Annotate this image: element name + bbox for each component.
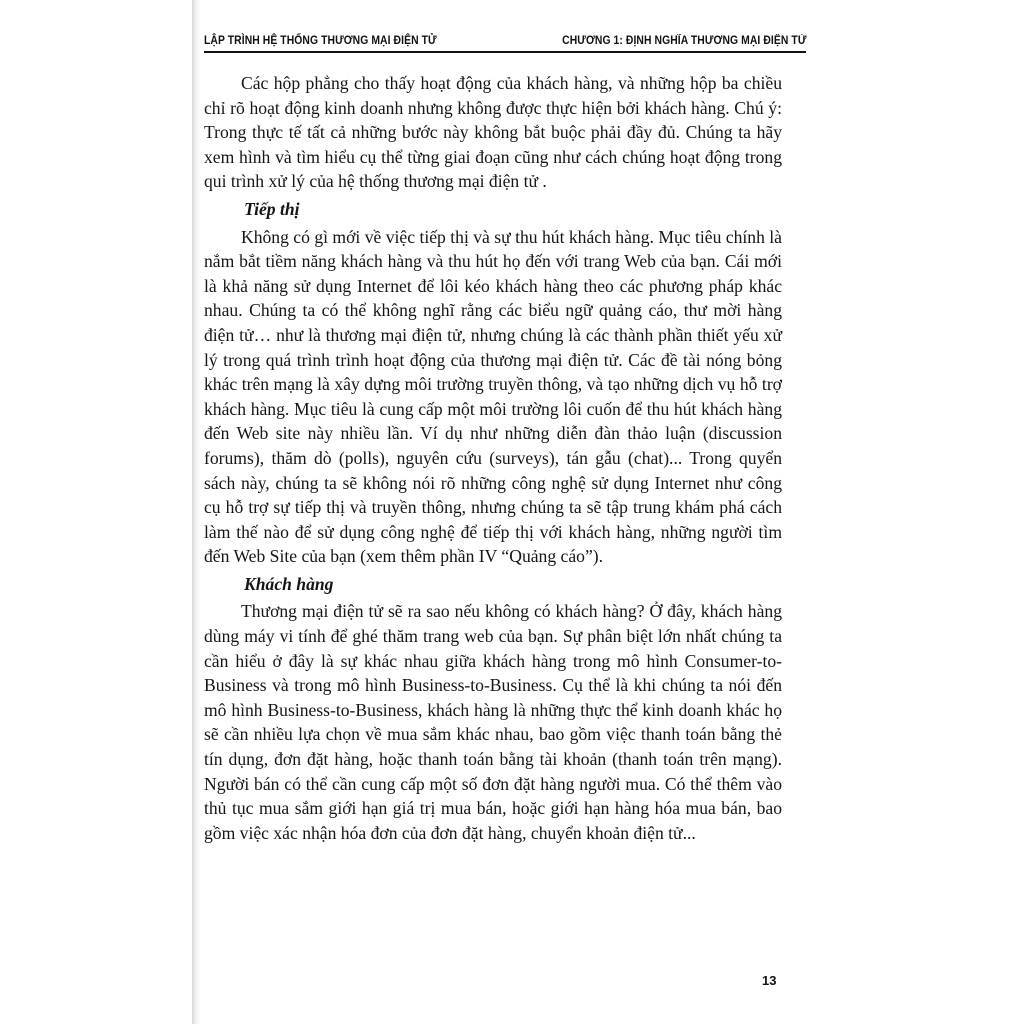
header-chapter-title: CHƯƠNG 1: ĐỊNH NGHĨA THƯƠNG MẠI ĐIỆN TỬ: [561, 35, 806, 47]
intro-paragraph: Các hộp phẳng cho thấy hoạt động của khách hàng, và những hộp ba chiều chỉ rõ hoạt động kinh doanh nhưng không được thực hiện bởi khách hàng. Chú ý: Trong thực tế tất cả những bước này không bắt buộc phải đầy đủ. Chúng ta hãy xem hình và tìm hiểu cụ thể từng giai đoạn cũng như cách chúng hoạt động trong qui trình xử lý của hệ thống thương mại điện tử .: [204, 73, 782, 192]
section-heading-marketing: Tiếp thị: [244, 198, 300, 219]
page-spine-shadow: [192, 0, 201, 1024]
marketing-paragraph: Không có gì mới về việc tiếp thị và sự thu hút khách hàng. Mục tiêu chính là nắm bắt tiềm năng khách hàng và thu hút họ đến với trang Web của bạn. Cái mới là khả năng sử dụng Internet để lôi kéo khách hàng theo các phương pháp khác nhau. Chúng ta có thể không nghĩ rằng các biểu ngữ quảng cáo, thư mời hàng điện tử… như là thương mại điện tử, nhưng chúng là các thành phần thiết yếu xử lý trong quá trình trình hoạt động của thương mại điện tử. Các đề tài nóng bỏng khác trên mạng là xây dựng môi trường truyền thông, và tạo những dịch vụ hỗ trợ khách hàng. Mục tiêu là cung cấp một môi trường lôi cuốn để thu hút khách hàng đến Web site này nhiều lần. Ví dụ như những diễn đàn thảo luận (discussion forums), thăm dò (polls), nguyên cứu (surveys), tán gẫu (chat)... Trong quyển sách này, chúng ta sẽ không nói rõ những công nghệ sử dụng Internet như công cụ hỗ trợ sự tiếp thị và truyền thông, nhưng chúng ta sẽ tập trung khám phá cách làm thế nào để sử dụng công nghệ để tiếp thị với khách hàng, những người tìm đến Web Site của bạn (xem thêm phần IV “Quảng cáo”).: [204, 226, 782, 567]
page-number: 13: [762, 973, 777, 988]
customers-paragraph: Thương mại điện tử sẽ ra sao nếu không có khách hàng? Ở đây, khách hàng dùng máy vi tính để ghé thăm trang web của bạn. Sự phân biệt lớn nhất chúng ta cần hiểu ở đây là sự khác nhau giữa khách hàng trong mô hình Consumer-to-Business và trong mô hình Business-to-Business. Cụ thể là khi chúng ta nói đến mô hình Business-to-Business, khách hàng là những thực thể kinh doanh khác họ sẽ cần nhiều lựa chọn về mua sắm khác nhau, bao gồm việc thanh toán bằng thẻ tín dụng, đơn đặt hàng, hoặc thanh toán bằng tài khoản (thanh toán trên mạng). Người bán có thể cần cung cấp một số đơn đặt hàng người mua. Có thể thêm vào thủ tục mua sắm giới hạn giá trị mua bán, hoặc giới hạn hàng hóa mua bán, bao gồm việc xác nhận hóa đơn của đơn đặt hàng, chuyển khoản điện tử...: [204, 601, 782, 843]
header-rule: [204, 51, 806, 53]
page-body: [204, 71, 782, 845]
header-book-title: LẬP TRÌNH HỆ THỐNG THƯƠNG MẠI ĐIỆN TỬ: [204, 35, 437, 47]
section-heading-customers: Khách hàng: [244, 573, 334, 594]
